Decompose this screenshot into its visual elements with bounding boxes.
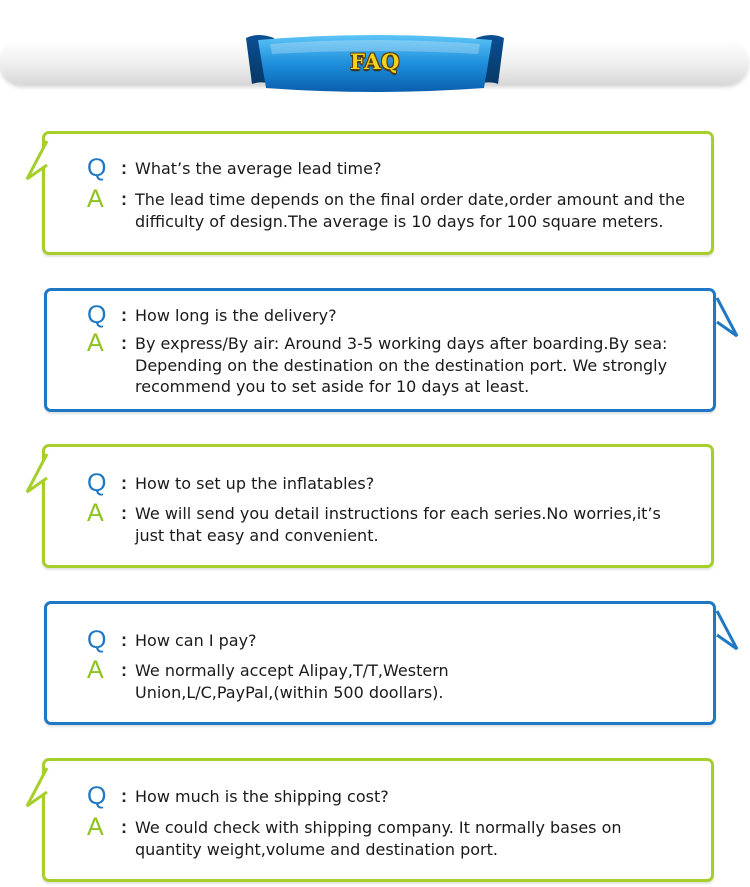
question-marker: Q (87, 301, 107, 329)
colon: : (121, 630, 127, 650)
faq-answer: We will send you detail instructions for each series.No worries,it’s just that easy and convenient. (135, 504, 661, 545)
faq-item-setup (42, 444, 714, 568)
faq-answer-row (45, 501, 711, 546)
faq-question: How can I pay? (135, 631, 257, 650)
colon: : (121, 817, 127, 837)
colon: : (121, 305, 127, 325)
faq-question-row (47, 303, 713, 327)
colon: : (121, 503, 127, 523)
faq-question: How much is the shipping cost? (135, 787, 389, 806)
faq-answer: The lead time depends on the final order date,order amount and the difficulty of design.The average is 10 days for 100 square meters. (135, 190, 685, 231)
colon: : (121, 660, 127, 680)
faq-question: What’s the average lead time? (135, 159, 382, 178)
question-marker: Q (87, 626, 107, 654)
question-marker: Q (87, 782, 107, 810)
faq-answer: We could check with shipping company. It normally bases on quantity weight,volume and destination port. (135, 818, 622, 859)
faq-item-payment (44, 601, 716, 725)
bubble-tail (715, 609, 739, 653)
question-marker: Q (87, 154, 107, 182)
faq-title: FAQ (350, 49, 400, 74)
colon: : (121, 189, 127, 209)
faq-item-delivery (44, 288, 716, 412)
faq-item-shipping-cost (42, 758, 714, 882)
colon: : (121, 333, 127, 353)
faq-answer-row (47, 658, 713, 703)
bubble-tail (715, 296, 739, 340)
faq-item-lead-time (42, 131, 714, 255)
faq-question-row (45, 156, 711, 180)
faq-question-row (45, 471, 711, 495)
answer-marker: A (87, 185, 104, 213)
faq-question: How long is the delivery? (135, 306, 337, 325)
faq-question-row (47, 628, 713, 652)
faq-answer: We normally accept Alipay,T/T,Western Union,L/C,PayPal,(within 500 doollars). (135, 661, 449, 702)
faq-question-row (45, 784, 711, 808)
faq-answer-row (45, 187, 711, 232)
answer-marker: A (87, 656, 104, 684)
answer-marker: A (87, 499, 104, 527)
colon: : (121, 473, 127, 493)
faq-question: How to set up the inflatables? (135, 474, 375, 493)
answer-marker: A (87, 813, 104, 841)
answer-marker: A (87, 329, 104, 357)
faq-answer-row (45, 815, 711, 860)
faq-answer-row (47, 331, 713, 398)
colon: : (121, 786, 127, 806)
faq-answer: By express/By air: Around 3-5 working days after boarding.By sea: Depending on the destination on the destination port. We strongly recommend you to set aside for 10 days at least. (135, 334, 668, 396)
question-marker: Q (87, 469, 107, 497)
colon: : (121, 158, 127, 178)
